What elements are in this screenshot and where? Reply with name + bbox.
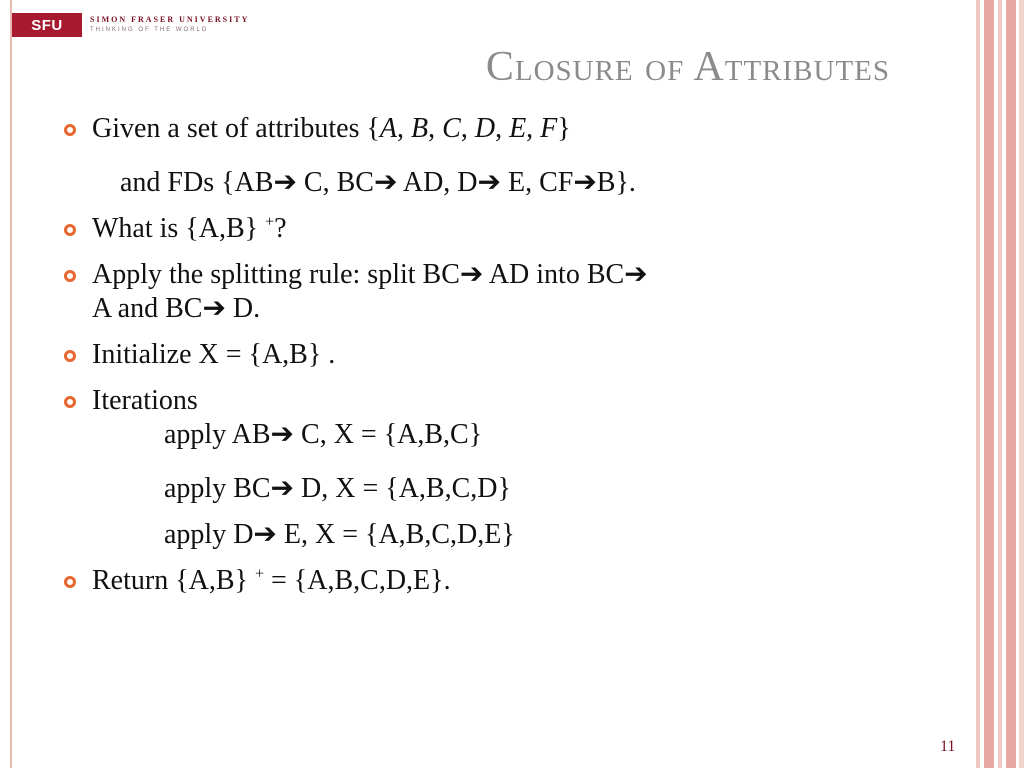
bullet-item [64, 258, 914, 326]
text-run: Given a set of attributes { [92, 113, 380, 144]
text-run: , [460, 113, 475, 144]
attr-d: D [474, 113, 496, 144]
text-run: = {A,B,C,D,E}. [264, 565, 451, 596]
bullet-item [64, 212, 914, 246]
bullet-item [64, 384, 914, 552]
superscript-plus: + [254, 565, 265, 583]
fds-line: and FDs {AB➔ C, BC➔ AD, D➔ E, CF➔B}. [120, 167, 636, 198]
iteration-line: apply BC➔ D, X = {A,B,C,D} [164, 473, 511, 504]
logo-tagline: THINKING OF THE WORLD [90, 27, 209, 33]
slide-content [64, 112, 914, 610]
text-run: What is {A,B} [92, 213, 266, 244]
bullet-item [64, 564, 914, 598]
attr-e: E [509, 113, 527, 144]
bullet-text [92, 112, 914, 146]
attr-a: A [379, 113, 398, 144]
stripe [998, 0, 1002, 768]
bullet-ring-icon [64, 270, 76, 282]
text-run: } [557, 113, 571, 144]
attr-f: F [540, 113, 558, 144]
stripe [1019, 0, 1024, 768]
bullet-item [64, 338, 914, 372]
attr-b: B [411, 113, 429, 144]
iteration-line: apply AB➔ C, X = {A,B,C} [164, 419, 483, 450]
left-frame-line [10, 0, 12, 768]
logo-university-name: SIMON FRASER UNIVERSITY [90, 15, 250, 24]
decorative-stripes [976, 0, 1024, 768]
bullet-ring-icon [64, 124, 76, 136]
bullet-ring-icon [64, 396, 76, 408]
sfu-logo [12, 13, 249, 37]
stripe [976, 0, 980, 768]
bullet-text-line2: A and BC➔ D. [92, 293, 261, 324]
bullet-ring-icon [64, 350, 76, 362]
superscript-plus: + [265, 213, 275, 231]
bullet-ring-icon [64, 576, 76, 588]
iteration-line: apply D➔ E, X = {A,B,C,D,E} [164, 519, 515, 550]
text-run: ? [274, 213, 287, 244]
bullet-text [92, 212, 914, 246]
logo-mark: SFU [12, 13, 82, 37]
bullet-text-line1: Apply the splitting rule: split BC➔ AD into BC➔ [92, 259, 648, 290]
attr-c: C [442, 113, 461, 144]
bullet-text: Initialize X = {A,B} . [92, 339, 336, 370]
text-run: , [397, 113, 412, 144]
slide-title: Closure of Attributes [485, 44, 890, 90]
text-run: , [428, 113, 443, 144]
text-run: , [495, 113, 510, 144]
text-run: , [526, 113, 541, 144]
logo-text [90, 15, 249, 35]
bullet-text [92, 564, 914, 598]
bullet-ring-icon [64, 224, 76, 236]
page-number: 11 [940, 738, 956, 755]
text-run: Return {A,B} [92, 565, 255, 596]
bullet-text: Iterations [92, 385, 198, 416]
stripe [984, 0, 994, 768]
stripe [1006, 0, 1016, 768]
bullet-item [64, 112, 914, 200]
